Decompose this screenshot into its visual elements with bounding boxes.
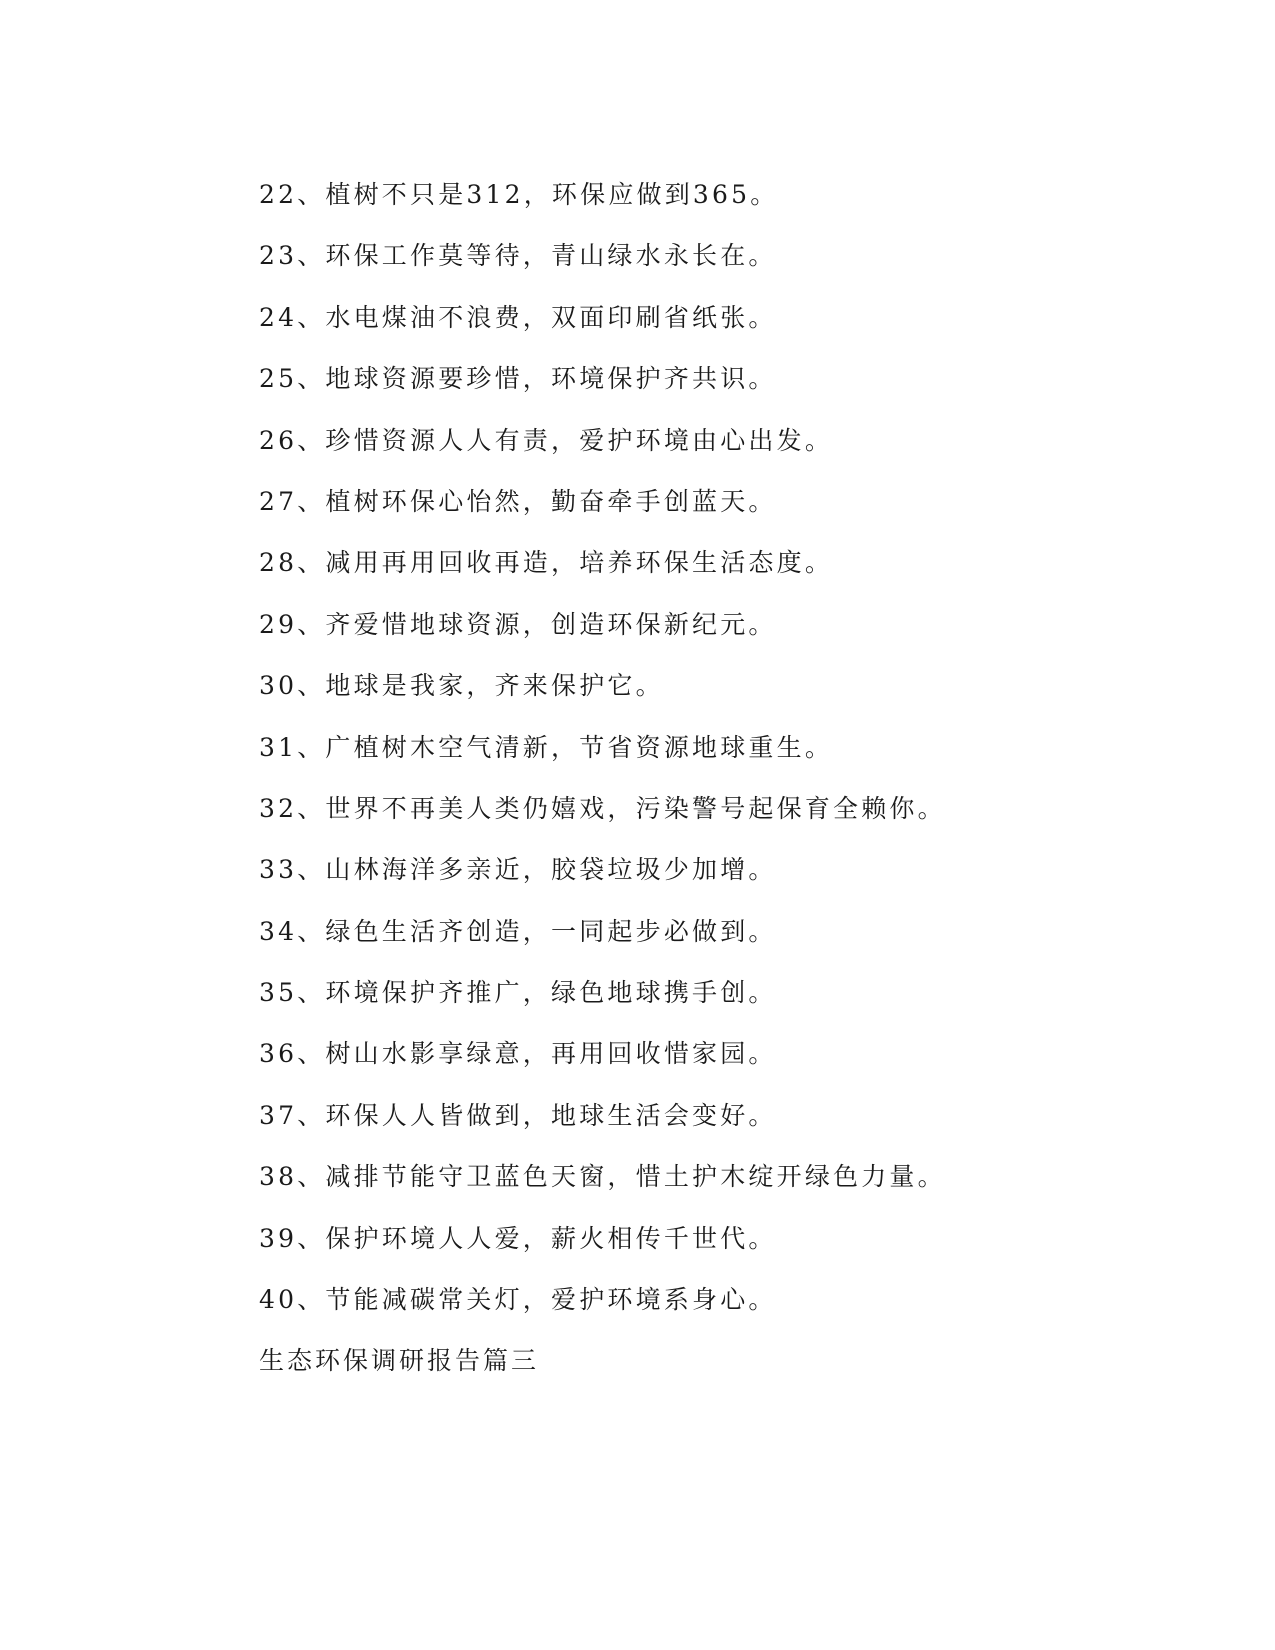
list-item: 28、减用再用回收再造，培养环保生活态度。 [259, 548, 834, 578]
list-item: 38、减排节能守卫蓝色天窗，惜土护木绽开绿色力量。 [259, 1162, 946, 1192]
list-item: 27、植树环保心怡然，勤奋牵手创蓝天。 [259, 486, 777, 516]
list-item: 25、地球资源要珍惜，环境保护齐共识。 [259, 364, 777, 394]
list-item: 31、广植树木空气清新，节省资源地球重生。 [259, 732, 834, 762]
list-item: 30、地球是我家，齐来保护它。 [259, 671, 664, 701]
list-item: 40、节能减碳常关灯，爱护环境系身心。 [259, 1285, 777, 1315]
list-item: 33、山林海洋多亲近，胶袋垃圾少加增。 [259, 855, 777, 885]
list-item: 26、珍惜资源人人有责，爱护环境由心出发。 [259, 425, 834, 455]
list-item: 34、绿色生活齐创造，一同起步必做到。 [259, 916, 777, 946]
list-item: 37、环保人人皆做到，地球生活会变好。 [259, 1100, 777, 1130]
list-item: 24、水电煤油不浪费，双面印刷省纸张。 [259, 302, 777, 332]
list-item: 36、树山水影享绿意，再用回收惜家园。 [259, 1039, 777, 1069]
list-item: 32、世界不再美人类仍嬉戏，污染警号起保育全赖你。 [259, 793, 946, 823]
list-item: 22、植树不只是312，环保应做到365。 [259, 180, 779, 209]
list-item: 35、环境保护齐推广，绿色地球携手创。 [259, 978, 777, 1008]
list-item: 39、保护环境人人爱，薪火相传千世代。 [259, 1223, 777, 1253]
list-item: 29、齐爱惜地球资源，创造环保新纪元。 [259, 609, 777, 639]
section-heading: 生态环保调研报告篇三 [259, 1346, 540, 1376]
list-item: 23、环保工作莫等待，青山绿水永长在。 [259, 241, 777, 271]
document-body [259, 164, 1159, 1392]
